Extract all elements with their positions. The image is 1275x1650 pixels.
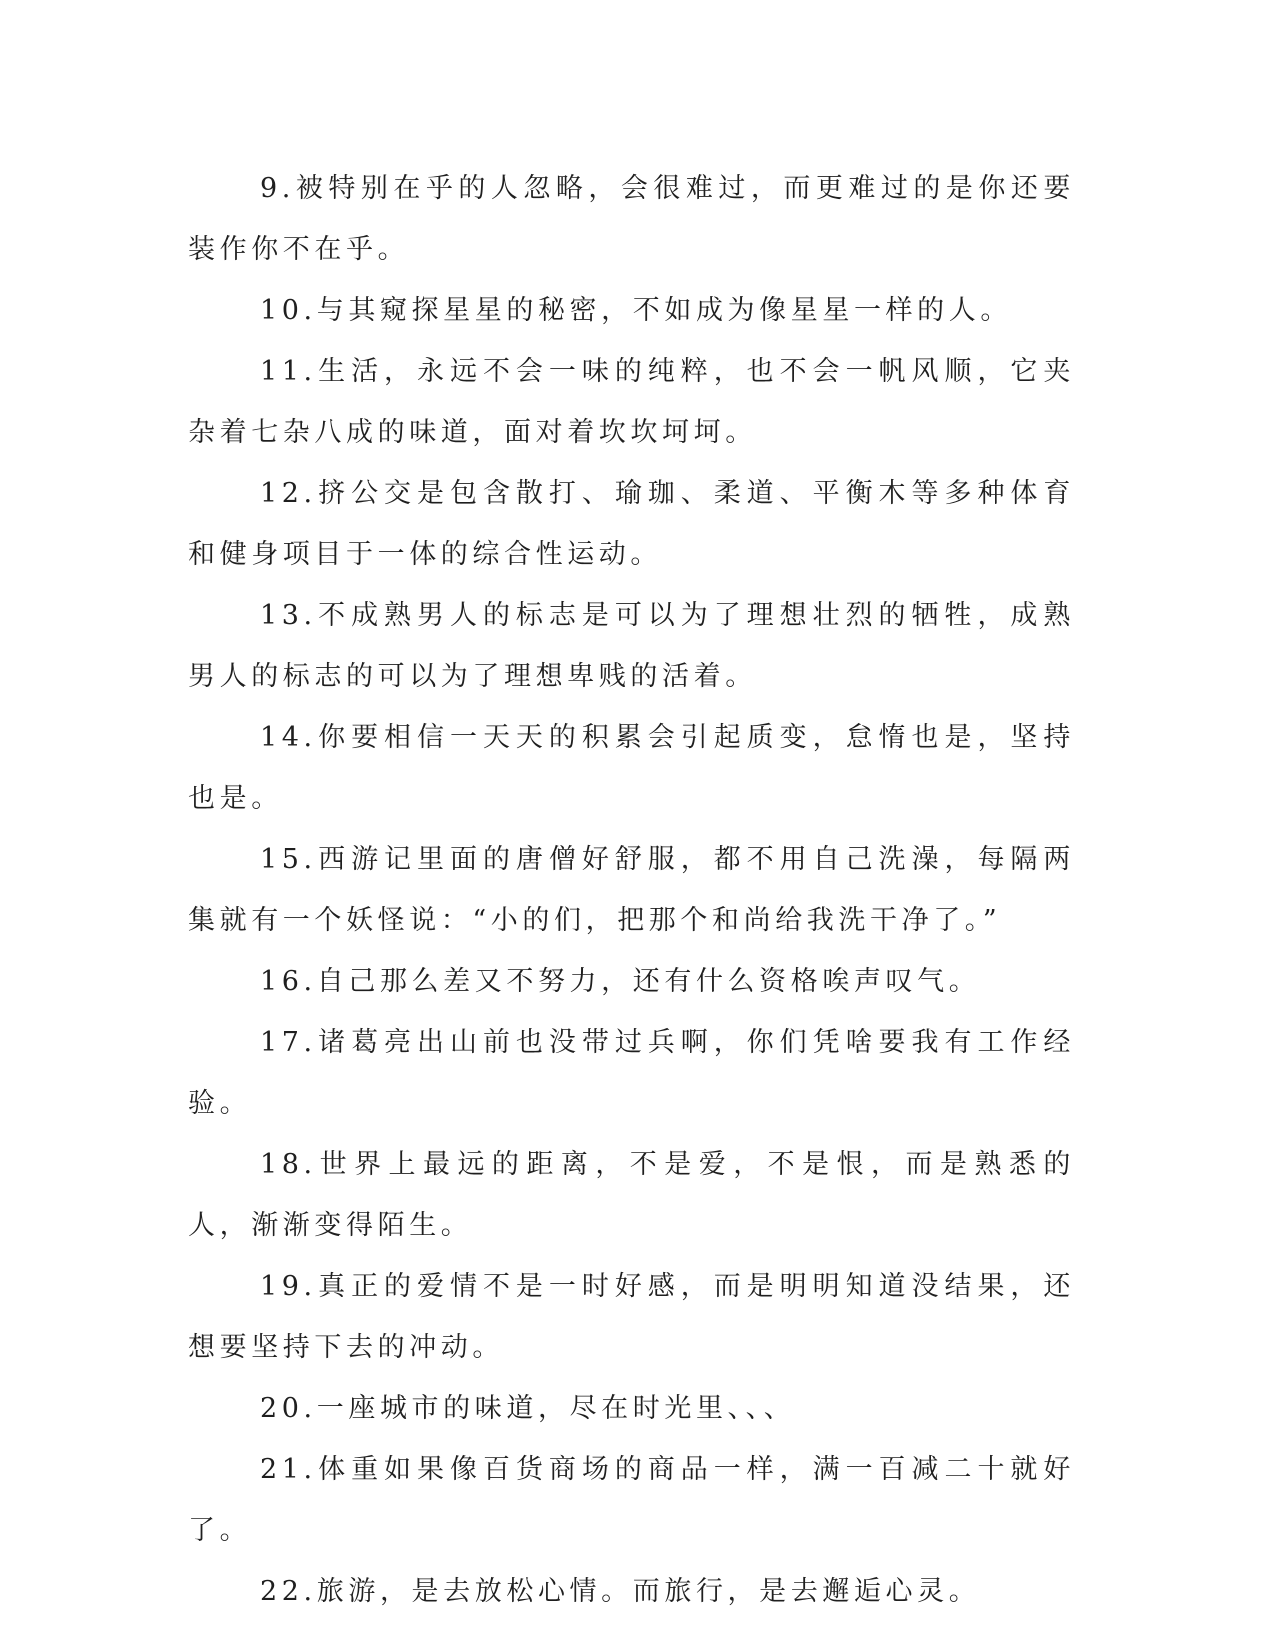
paragraph-13: 13.不成熟男人的标志是可以为了理想壮烈的牺牲，成熟男人的标志的可以为了理想卑贱的活着。 — [188, 600, 1075, 692]
paragraph-16: 16.自己那么差又不努力，还有什么资格唉声叹气。 — [260, 966, 981, 997]
paragraph-18: 18.世界上最远的距离，不是爱，不是恨，而是熟悉的人，渐渐变得陌生。 — [188, 1149, 1075, 1241]
paragraph-10: 10.与其窥探星星的秘密，不如成为像星星一样的人。 — [260, 295, 1012, 326]
paragraph-19: 19.真正的爱情不是一时好感，而是明明知道没结果，还想要坚持下去的冲动。 — [188, 1271, 1075, 1363]
paragraph-22: 22.旅游，是去放松心情。而旅行，是去邂逅心灵。 — [260, 1576, 981, 1607]
paragraph-9: 9.被特别在乎的人忽略，会很难过，而更难过的是你还要装作你不在乎。 — [188, 173, 1075, 265]
document-body — [188, 158, 1075, 1622]
paragraph-21: 21.体重如果像百货商场的商品一样，满一百减二十就好了。 — [188, 1454, 1075, 1546]
paragraph-14: 14.你要相信一天天的积累会引起质变，怠惰也是，坚持也是。 — [188, 722, 1075, 814]
paragraph-12: 12.挤公交是包含散打、瑜珈、柔道、平衡木等多种体育和健身项目于一体的综合性运动。 — [188, 478, 1075, 570]
paragraph-11: 11.生活，永远不会一味的纯粹，也不会一帆风顺，它夹杂着七杂八成的味道，面对着坎坎坷坷。 — [188, 356, 1075, 448]
paragraph-15: 15.西游记里面的唐僧好舒服，都不用自己洗澡，每隔两集就有一个妖怪说：“小的们，把那个和尚给我洗干净了。” — [188, 844, 1075, 936]
paragraph-20: 20.一座城市的味道，尽在时光里、、、 — [260, 1393, 796, 1424]
paragraph-17: 17.诸葛亮出山前也没带过兵啊，你们凭啥要我有工作经验。 — [188, 1027, 1075, 1119]
